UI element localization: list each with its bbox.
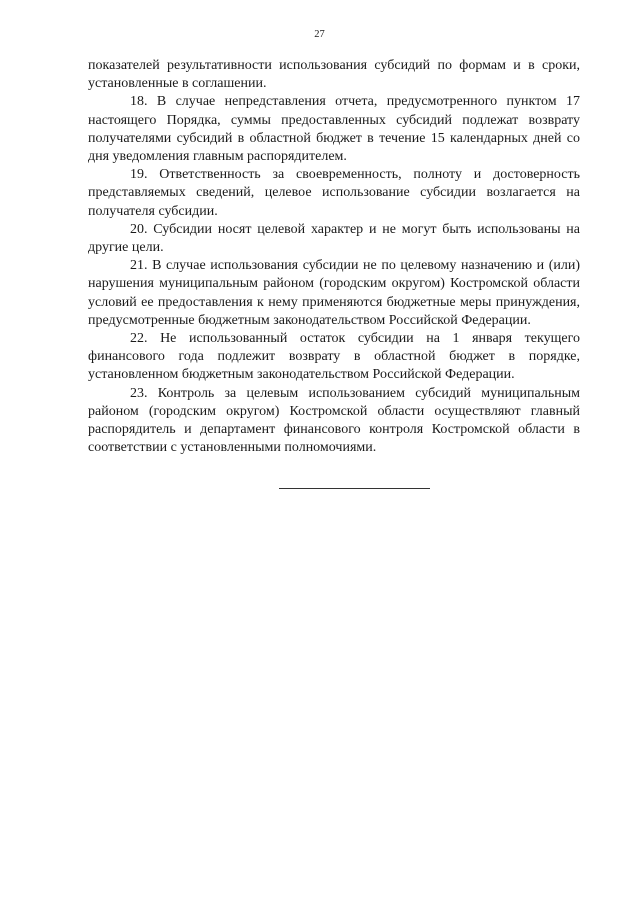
paragraph-item-21: 21. В случае использования субсидии не по целевому назначению и (или) нарушения муниципальным районом (городским округом) Костромской области условий ее предоставления к нему применяются бюджетные меры принуждения, предусмотренные бюджетным законодательством Российской Федерации. [88, 258, 580, 328]
document-body [88, 57, 580, 457]
paragraph-continuation: показателей результативности использования субсидий по формам и в сроки, установленные в соглашении. [88, 58, 580, 92]
end-of-document-rule [279, 488, 430, 489]
paragraph-item-23: 23. Контроль за целевым использованием субсидий муниципальным районом (городским округом) Костромской области осуществляют главный распорядитель и департамент финансового контроля Костромской области в соответствии с установленными полномочиями. [88, 385, 580, 456]
paragraph-item-18: 18. В случае непредставления отчета, предусмотренного пунктом 17 настоящего Порядка, суммы предоставленных субсидий подлежат возврату получателями субсидий в областной бюджет в течение 15 календарных дней со дня уведомления главным распорядителем. [88, 94, 580, 165]
page-number: 27 [314, 29, 325, 40]
paragraph-item-20: 20. Субсидии носят целевой характер и не могут быть использованы на другие цели. [88, 221, 580, 256]
paragraph-item-22: 22. Не использованный остаток субсидии на 1 января текущего финансового года подлежит возврату в областной бюджет в порядке, установленном бюджетным законодательством Российской Федерации. [88, 331, 580, 383]
paragraph-item-19: 19. Ответственность за своевременность, полноту и достоверность представляемых сведений, целевое использование субсидии возлагается на получателя субсидии. [88, 167, 580, 219]
